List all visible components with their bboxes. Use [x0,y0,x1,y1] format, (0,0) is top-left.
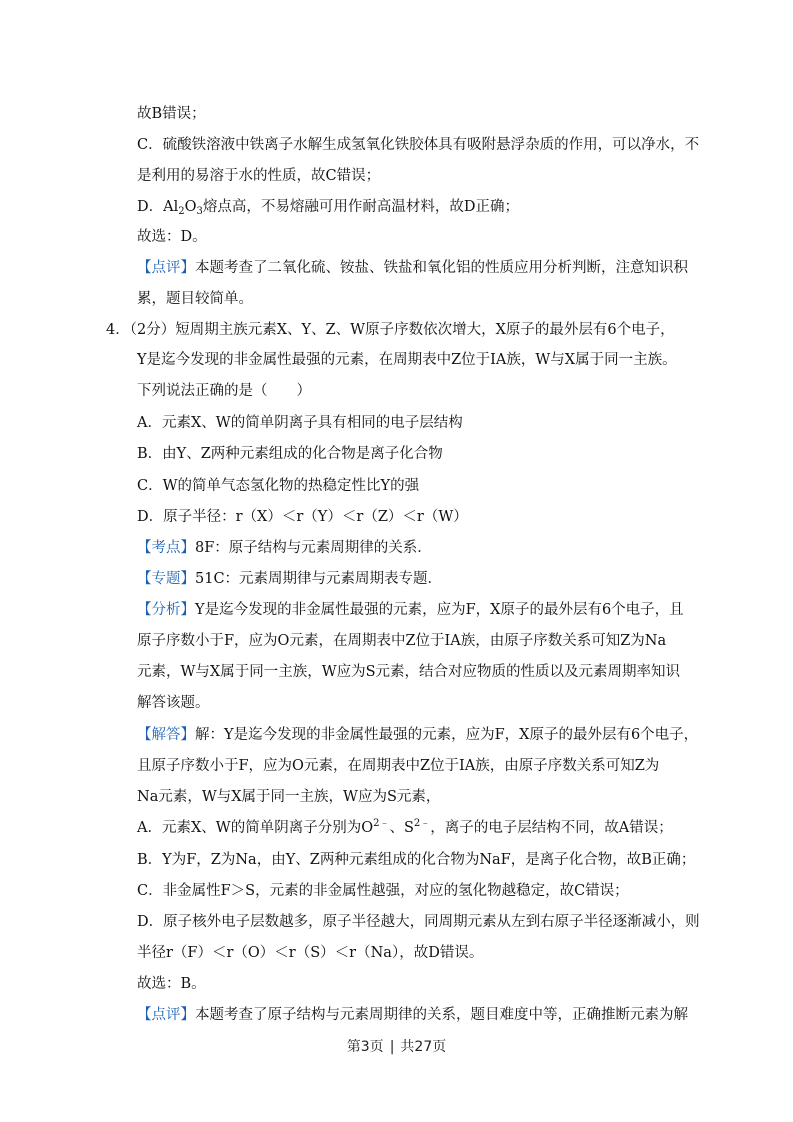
text-run: ，离子的电子层结构不同，故A错误； [430,820,673,836]
q4-comment-line1 [137,1005,688,1025]
prev-comment-line2: 累，题目较简单。 [137,291,253,307]
prev-choice: 故选：D。 [137,229,207,245]
question-4-stem-line1: 4．（2分）短周期主族元素X、Y、Z、W原子序数依次增大，X原子的最外层有6个电子， [106,322,675,338]
page-total: 共27页 [400,1039,447,1055]
question-4-option-c: C．W的简单气态氢化物的热稳定性比Y的强 [137,478,420,494]
fenxi-line2: 原子序数小于F，应为O元素，在周期表中Z位于IA族，由原子序数关系可知Z为Na [137,633,667,649]
kaodian-text: 8F：原子结构与元素周期律的关系． [195,540,432,556]
text-run: 熔点高，不易熔融可用作耐高温材料，故D正确； [202,199,519,215]
fenxi-line1 [137,600,684,620]
jieda-option-c: C．非金属性F＞S，元素的非金属性越强，对应的氢化物越稳定，故C错误； [137,883,629,899]
superscript: 2﹣ [373,818,390,829]
question-4-stem-line2: Y是迄今发现的非金属性最强的元素，在周期表中Z位于IA族，W与X属于同一主族。 [137,352,677,368]
jieda-option-b: B．Y为F，Z为Na，由Y、Z两种元素组成的化合物为NaF，是离子化合物，故B正确； [137,852,696,868]
text-run: 、S [389,820,414,836]
jieda-option-d-line1: D．原子核外电子层数越多，原子半径越大，同周期元素从左到右原子半径逐渐减小，则 [137,914,700,930]
subscript: 2 [178,206,185,217]
question-4-option-d: D．原子半径：r（X）＜r（Y）＜r（Z）＜r（W） [137,509,468,525]
comment-tag: 【点评】 [137,1007,195,1023]
page-number: 第3页 [346,1039,384,1055]
zhuanti-text: 51C：元素周期律与元素周期表专题． [195,571,443,587]
text-run: A．元素X、W的简单阴离子分别为O [137,820,374,836]
kaodian-line [137,538,432,558]
prev-option-d [137,197,519,217]
jieda-line1 [137,725,698,745]
prev-comment-line1 [137,258,688,278]
superscript: 2﹣ [413,818,431,829]
fenxi-line3: 元素，W与X属于同一主族，W应为S元素，结合对应物质的性质以及元素周期率知识 [137,664,681,680]
question-4-option-b: B．由Y、Z两种元素组成的化合物是离子化合物 [137,446,443,462]
comment-tag: 【点评】 [137,260,195,276]
text-run: O [184,199,197,215]
jieda-option-a [137,818,673,838]
kaodian-tag: 【考点】 [137,540,195,556]
jieda-text: 解：Y是迄今发现的非金属性最强的元素，应为F，X原子的最外层有6个电子， [195,727,699,743]
jieda-line3: Na元素，W与X属于同一主族，W应为S元素， [137,789,441,805]
text-run: D．Al [137,199,179,215]
footer-separator: | [389,1039,395,1055]
prev-option-c-line2: 是利用的易溶于水的性质，故C错误； [137,168,381,184]
jieda-line2: 且原子序数小于F，应为O元素，在周期表中Z位于IA族，由原子序数关系可知Z为 [137,758,660,774]
comment-text: 本题考查了原子结构与元素周期律的关系，题目难度中等，正确推断元素为解 [195,1007,688,1023]
jieda-tag: 【解答】 [137,727,195,743]
question-4-stem-line3: 下列说法正确的是（ ） [137,383,311,399]
comment-text: 本题考查了二氧化硫、铵盐、铁盐和氧化铝的性质应用分析判断，注意知识积 [195,260,688,276]
zhuanti-tag: 【专题】 [137,571,195,587]
zhuanti-line [137,569,442,589]
page-footer [0,1036,793,1056]
fenxi-text: Y是迄今发现的非金属性最强的元素，应为F，X原子的最外层有6个电子，且 [195,602,684,618]
question-4-option-a: A．元素X、W的简单阴离子具有相同的电子层结构 [137,415,463,431]
jieda-choice: 故选：B。 [137,976,206,992]
fenxi-tag: 【分析】 [137,602,195,618]
prev-b-wrong: 故B错误； [137,106,206,122]
subscript: 3 [196,206,203,217]
jieda-option-d-line2: 半径r（F）＜r（O）＜r（S）＜r（Na），故D错误。 [137,945,484,961]
prev-option-c-line1: C．硫酸铁溶液中铁离子水解生成氢氧化铁胶体具有吸附悬浮杂质的作用，可以净水，不 [137,137,700,153]
fenxi-line4: 解答该题。 [137,695,210,711]
